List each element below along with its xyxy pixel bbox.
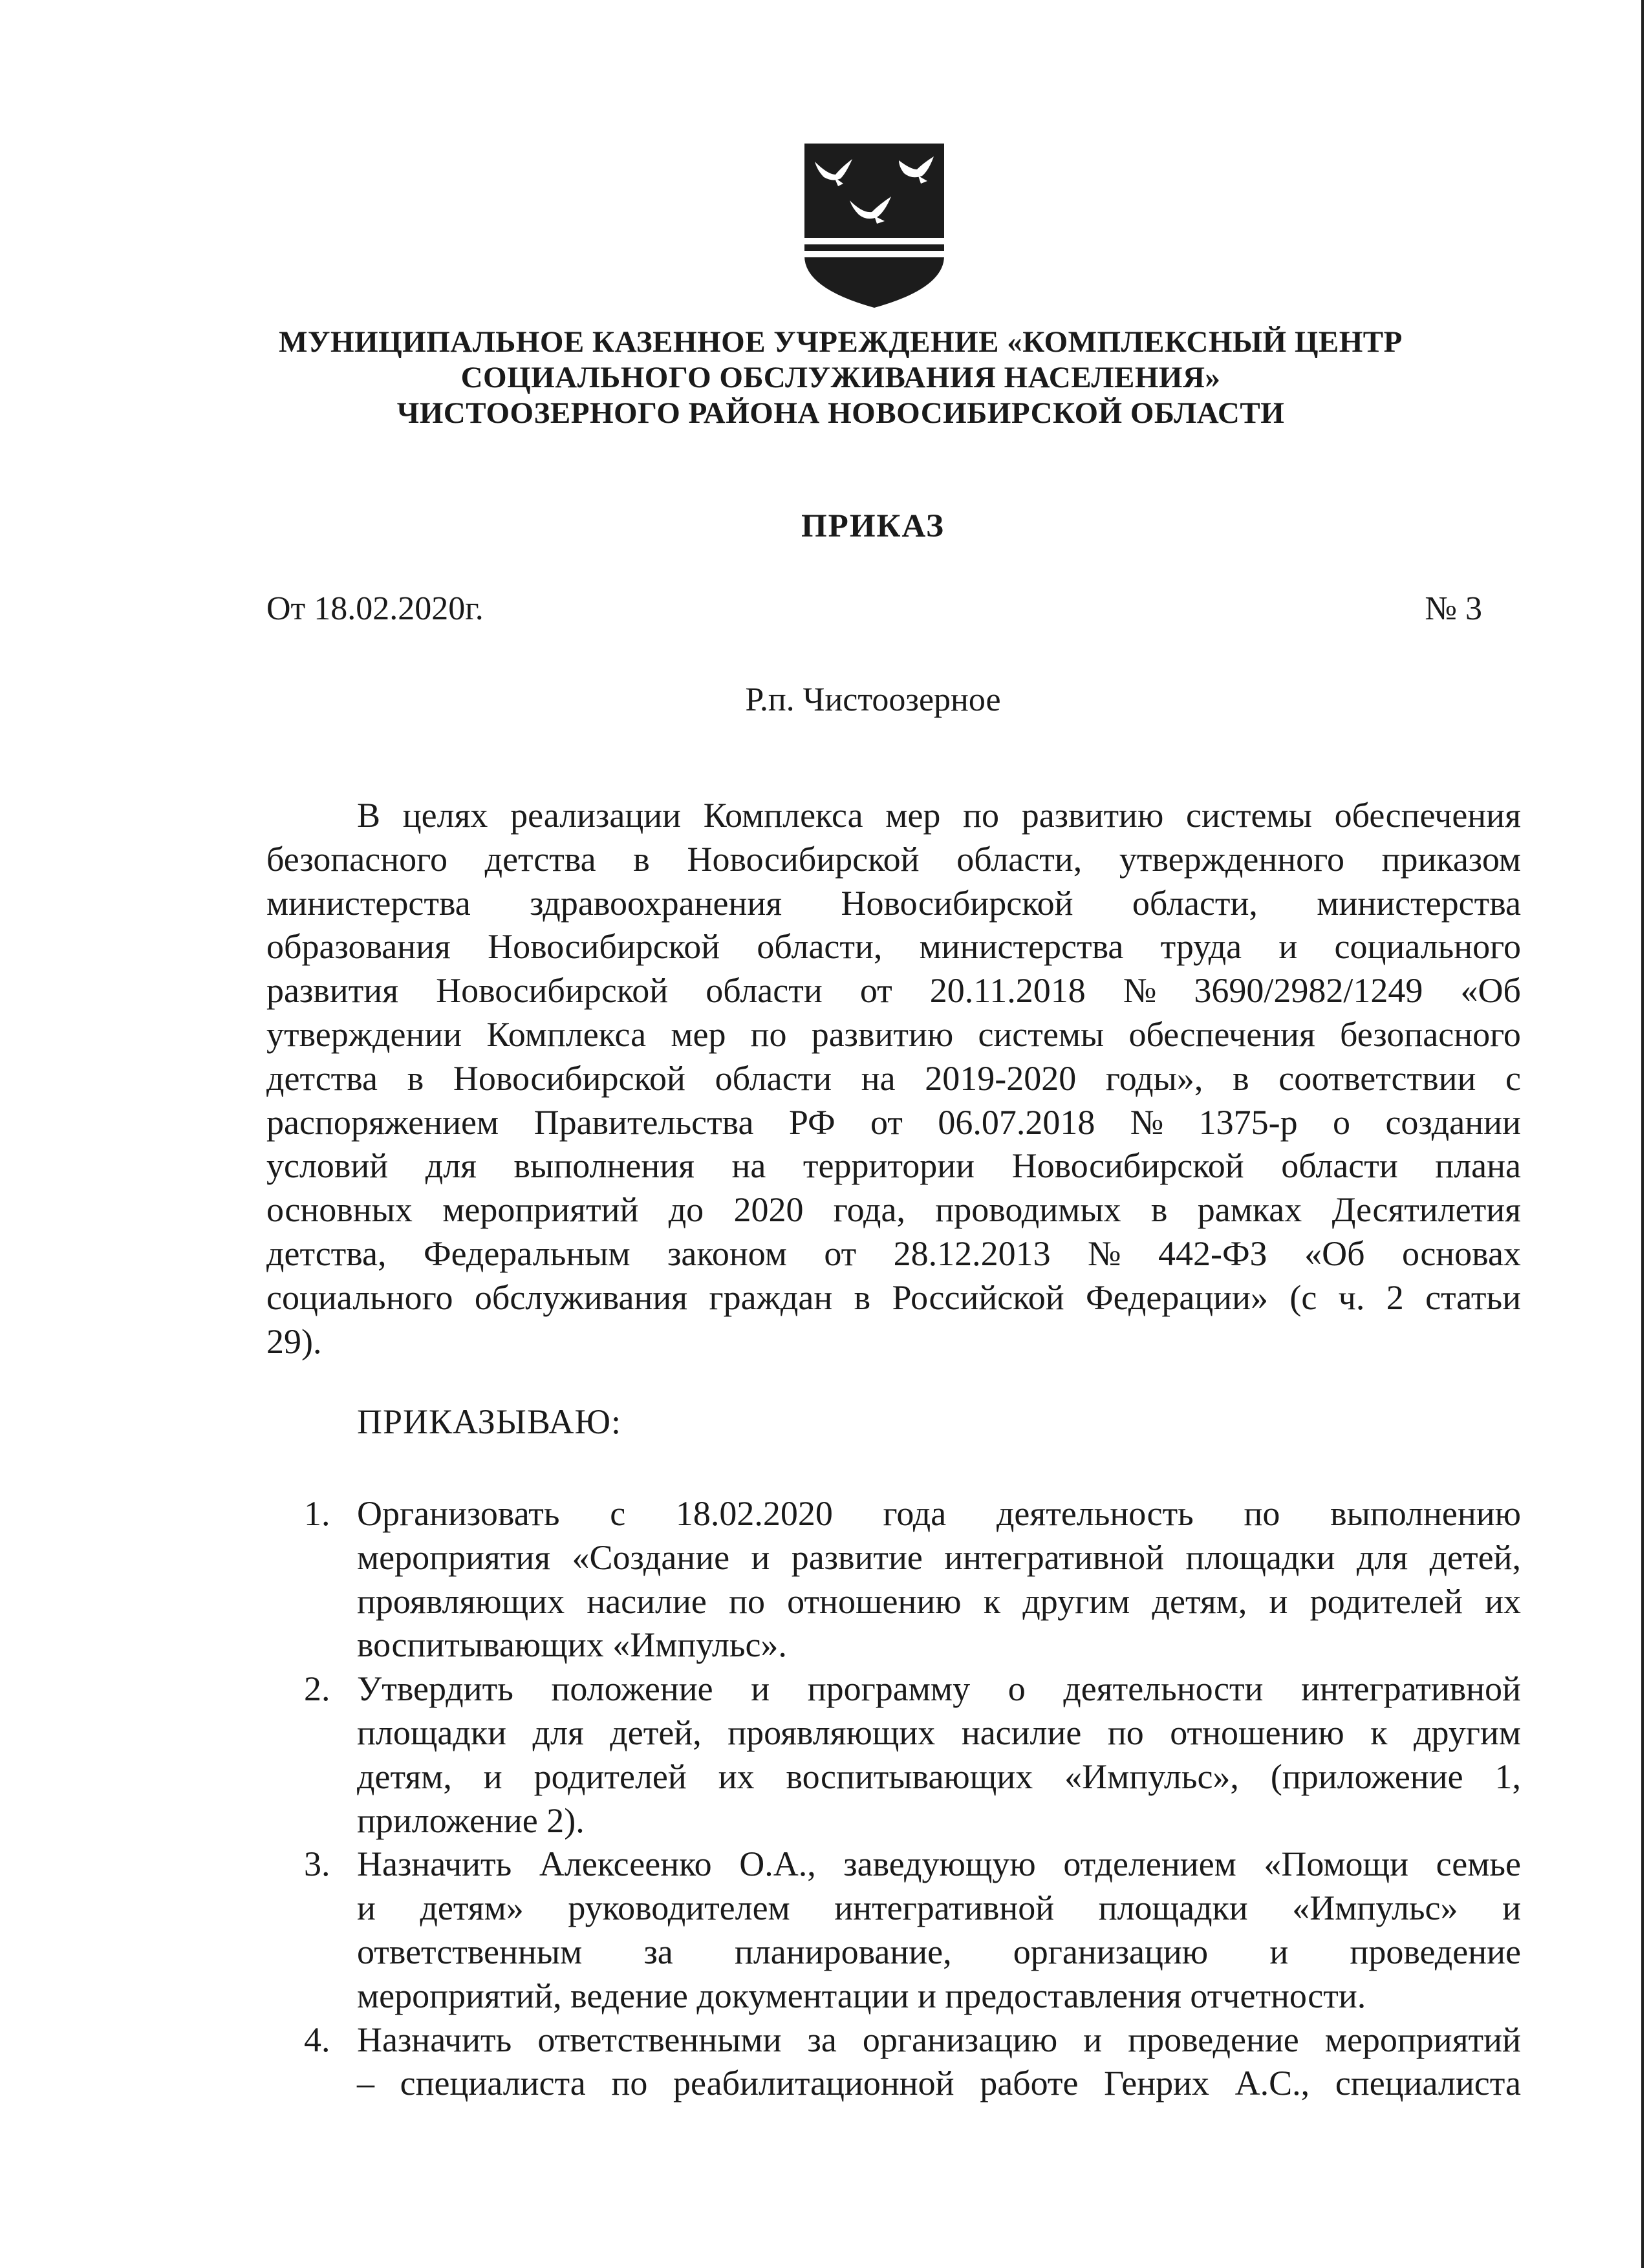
page-edge xyxy=(1641,0,1644,2268)
preamble-line: социального обслуживания граждан в Российской Федерации» (с ч. 2 статьи xyxy=(266,1278,1521,1317)
org-line: ЧИСТООЗЕРНОГО РАЙОНА НОВОСИБИРСКОЙ ОБЛАСТИ xyxy=(396,396,1285,430)
list-item-line: и детям» руководителем интегративной площадки «Импульс» и xyxy=(357,1888,1521,1928)
preamble-line: условий для выполнения на территории Новосибирской области плана xyxy=(266,1146,1521,1186)
list-item-line: ответственным за планирование, организацию и проведение xyxy=(357,1932,1521,1971)
list-item-line: мероприятия «Создание и развитие интегративной площадки для детей, xyxy=(357,1537,1521,1577)
preamble-line: развития Новосибирской области от 20.11.2018 № 3690/2982/1249 «Об xyxy=(266,971,1521,1011)
list-item-line: мероприятий, ведение документации и предоставления отчетности. xyxy=(357,1976,1366,2015)
list-item-line: Назначить Алексеенко О.А., заведующую отделением «Помощи семье xyxy=(357,1845,1521,1884)
date-number-row xyxy=(266,590,1482,628)
preamble-line: основных мероприятий до 2020 года, проводимых в рамках Десятилетия xyxy=(266,1190,1521,1230)
org-line: МУНИЦИПАЛЬНОЕ КАЗЕННОЕ УЧРЕЖДЕНИЕ «КОМПЛЕКСНЫЙ ЦЕНТР xyxy=(279,325,1403,359)
organization-header xyxy=(194,325,1487,431)
document-title: ПРИКАЗ xyxy=(801,508,945,544)
list-item xyxy=(304,1492,1521,1667)
preamble-line: безопасного детства в Новосибирской области, утвержденного приказом xyxy=(266,839,1521,879)
list-item-number: 4. xyxy=(304,2020,330,2059)
list-item-line: Назначить ответственными за организацию и проведение мероприятий xyxy=(357,2020,1521,2059)
preamble-line: В целях реализации Комплекса мер по развитию системы обеспечения xyxy=(357,796,1521,835)
list-item-line: площадки для детей, проявляющих насилие по отношению к другим xyxy=(357,1713,1521,1752)
preamble-line: министерства здравоохранения Новосибирской области, министерства xyxy=(266,883,1521,923)
list-item-number: 1. xyxy=(304,1494,330,1533)
order-items-list xyxy=(304,1492,1521,2106)
preamble-line: утверждении Комплекса мер по развитию системы обеспечения безопасного xyxy=(266,1014,1521,1054)
list-item-line: проявляющих насилие по отношению к другим детям, и родителей их xyxy=(357,1581,1521,1621)
preamble-line: 29). xyxy=(266,1321,322,1361)
preamble xyxy=(266,794,1521,1364)
document-date: От 18.02.2020г. xyxy=(266,590,484,627)
list-item-line: – специалиста по реабилитационной работе Генрих А.С., специалиста xyxy=(357,2064,1521,2103)
list-item-number: 3. xyxy=(304,1845,330,1884)
coat-of-arms-icon xyxy=(802,141,947,310)
document-place: Р.п. Чистоозерное xyxy=(745,681,1001,718)
preamble-line: детства, Федеральным законом от 28.12.2013 № 442-ФЗ «Об основах xyxy=(266,1234,1521,1273)
order-word: ПРИКАЗЫВАЮ: xyxy=(357,1402,621,1441)
list-item-number: 2. xyxy=(304,1669,330,1709)
list-item-line: детям, и родителей их воспитывающих «Импульс», (приложение 1, xyxy=(357,1757,1521,1796)
preamble-line: детства в Новосибирской области на 2019-2020 годы», в соответствии с xyxy=(266,1058,1521,1098)
list-item xyxy=(304,1667,1521,1843)
list-item-line: приложение 2). xyxy=(357,1801,585,1840)
org-line: СОЦИАЛЬНОГО ОБСЛУЖИВАНИЯ НАСЕЛЕНИЯ» xyxy=(460,361,1221,394)
preamble-line: распоряжением Правительства РФ от 06.07.2018 № 1375-р о создании xyxy=(266,1102,1521,1142)
list-item xyxy=(304,1843,1521,2018)
preamble-line: образования Новосибирской области, министерства труда и социального xyxy=(266,927,1521,967)
list-item-line: Организовать с 18.02.2020 года деятельность по выполнению xyxy=(357,1494,1521,1533)
list-item-line: Утвердить положение и программу о деятельности интегративной xyxy=(357,1669,1521,1709)
document-number: № 3 xyxy=(1425,590,1482,627)
list-item-line: воспитывающих «Импульс». xyxy=(357,1625,787,1665)
list-item xyxy=(304,2018,1521,2106)
